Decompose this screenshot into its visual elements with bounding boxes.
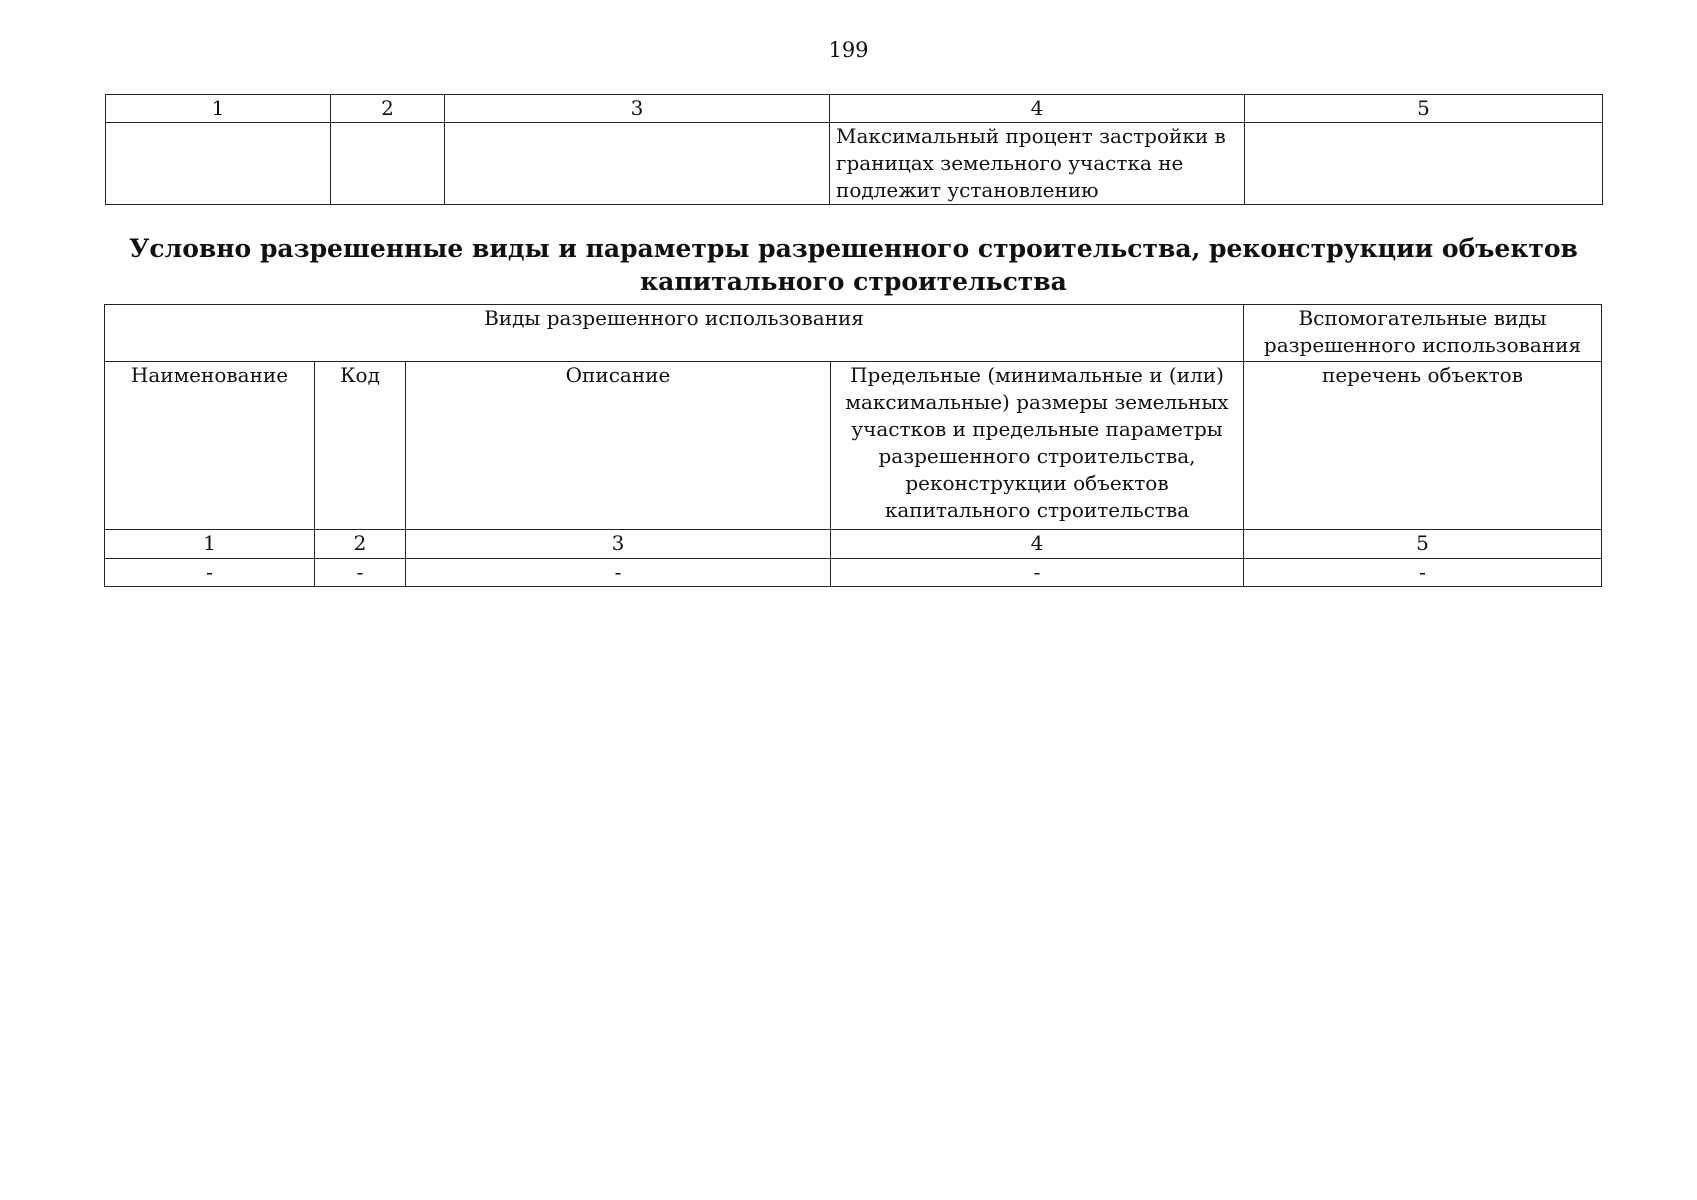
code-header: Код: [315, 362, 406, 530]
table-cell: -: [1244, 559, 1602, 587]
column-header-row: [105, 362, 1602, 530]
column-number-row: [105, 530, 1602, 559]
header-line: Вспомогательные виды: [1298, 306, 1547, 330]
column-number: 4: [830, 95, 1245, 123]
name-header: Наименование: [105, 362, 315, 530]
header-line: Предельные (минимальные и (или): [850, 363, 1224, 387]
auxiliary-uses-header: [1244, 305, 1602, 362]
conditional-uses-table: [104, 304, 1602, 587]
table-cell: -: [831, 559, 1244, 587]
column-number: 1: [105, 530, 315, 559]
table-cell: -: [105, 559, 315, 587]
column-number: 4: [831, 530, 1244, 559]
column-number-row: [106, 95, 1603, 123]
limits-header: [831, 362, 1244, 530]
objects-list-header: перечень объектов: [1244, 362, 1602, 530]
cell-line: границах земельного участка не: [836, 151, 1184, 175]
column-number: 5: [1244, 530, 1602, 559]
max-building-percent-cell: [830, 123, 1245, 205]
column-number: 5: [1245, 95, 1603, 123]
cell-line: подлежит установлению: [836, 178, 1099, 202]
section-title: [105, 232, 1602, 298]
table-cell: -: [406, 559, 831, 587]
section-title-line: капитального строительства: [640, 267, 1067, 296]
table-cell: [331, 123, 445, 205]
header-line: разрешенного использования: [1263, 333, 1582, 357]
header-line: реконструкции объектов: [905, 471, 1169, 495]
cell-line: Максимальный процент застройки в: [836, 124, 1226, 148]
header-line: участков и предельные параметры: [851, 417, 1223, 441]
group-header-row: [105, 305, 1602, 362]
header-line: разрешенного строительства,: [878, 444, 1196, 468]
column-number: 2: [315, 530, 406, 559]
header-line: максимальные) размеры земельных: [845, 390, 1229, 414]
column-number: 3: [445, 95, 830, 123]
table-row: [106, 123, 1603, 205]
column-number: 1: [106, 95, 331, 123]
permitted-uses-header: Виды разрешенного использования: [105, 305, 1244, 362]
column-number: 2: [331, 95, 445, 123]
table-row: [105, 559, 1602, 587]
description-header: Описание: [406, 362, 831, 530]
column-number: 3: [406, 530, 831, 559]
table-cell: [106, 123, 331, 205]
table-cell: -: [315, 559, 406, 587]
continued-table: [105, 94, 1603, 205]
table-cell: [1245, 123, 1603, 205]
header-line: капитального строительства: [884, 498, 1190, 522]
section-title-line: Условно разрешенные виды и параметры разрешенного строительства, реконструкции объектов: [129, 234, 1578, 263]
table-cell: [445, 123, 830, 205]
page-number: 199: [828, 38, 869, 62]
